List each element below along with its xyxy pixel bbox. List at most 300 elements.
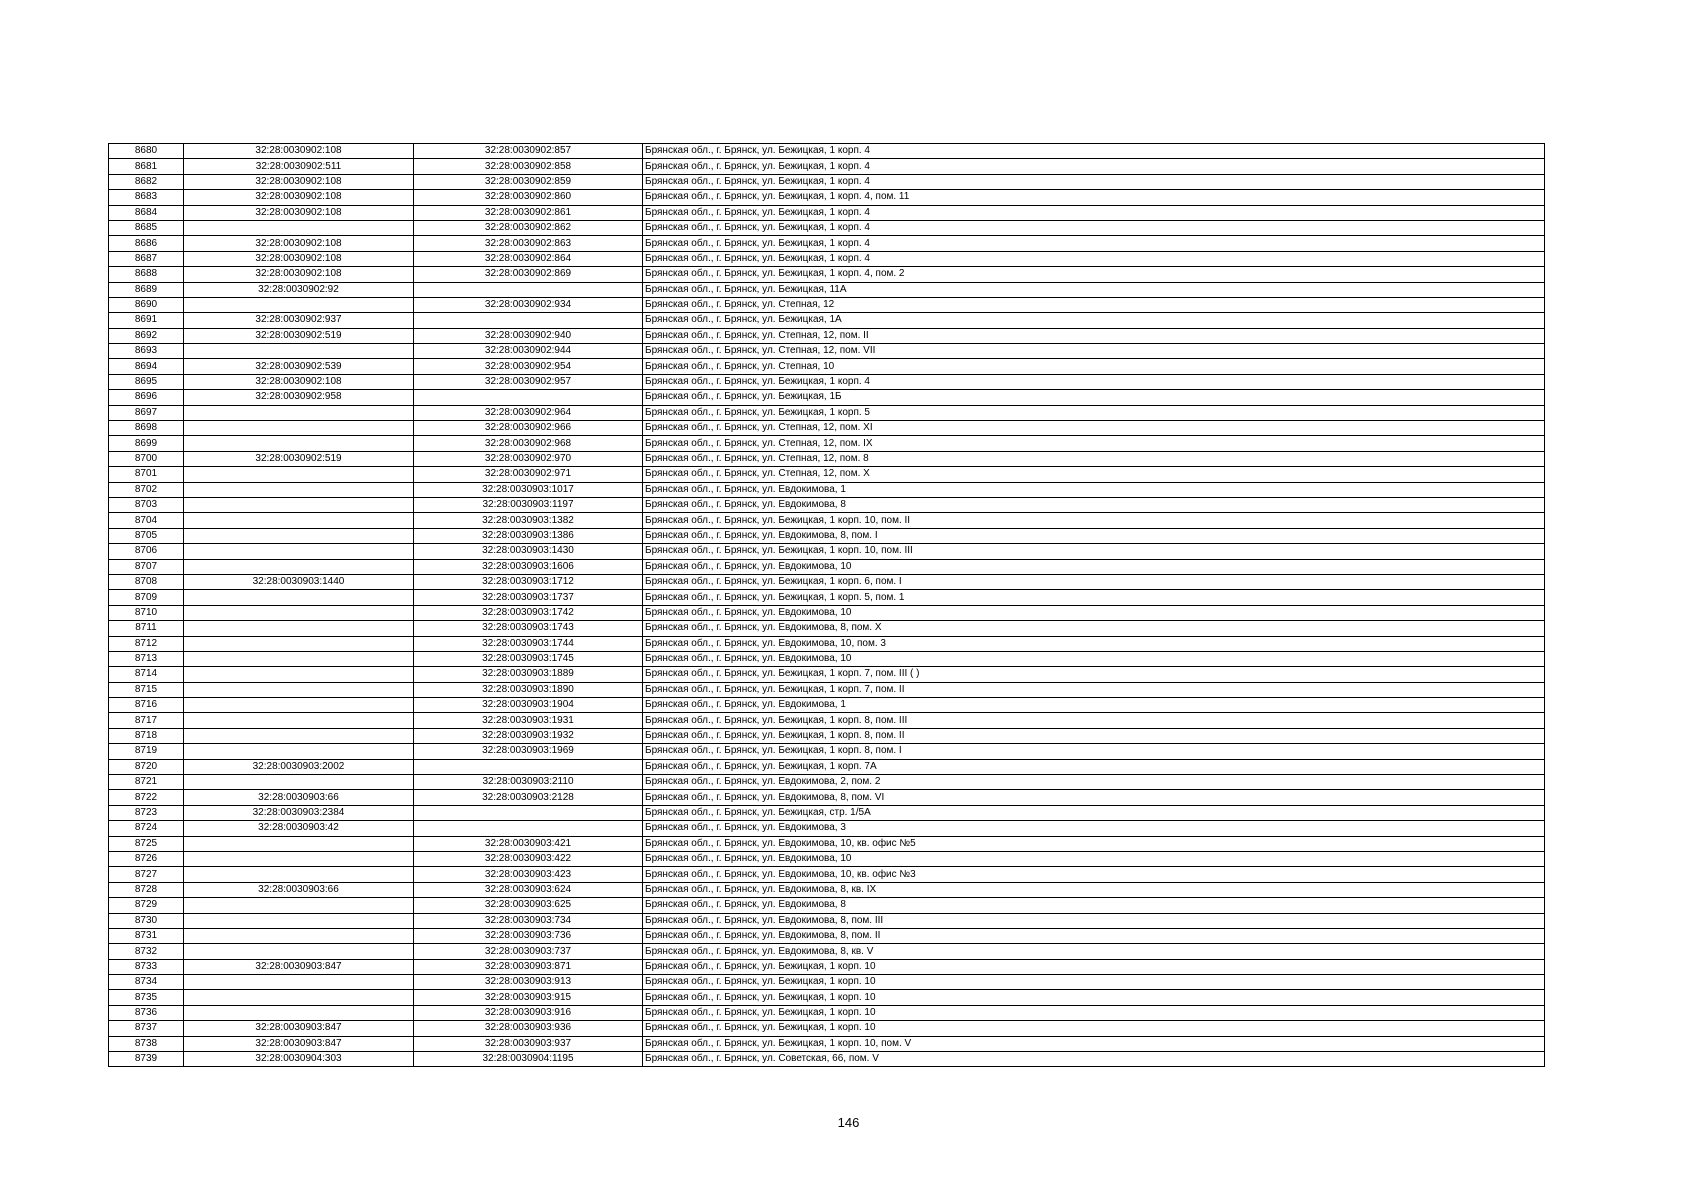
row-number-cell: 8687 (109, 251, 184, 266)
cadastral-number-cell: 32:28:0030902:940 (414, 328, 643, 343)
row-number-cell: 8725 (109, 836, 184, 851)
address-cell: Брянская обл., г. Брянск, ул. Бежицкая, 1 корп. 8, пом. II (643, 728, 1545, 743)
address-cell: Брянская обл., г. Брянск, ул. Бежицкая, 11А (643, 282, 1545, 297)
parent-cadastral-number-cell: 32:28:0030902:92 (184, 282, 414, 297)
address-cell: Брянская обл., г. Брянск, ул. Степная, 10 (643, 359, 1545, 374)
parent-cadastral-number-cell: 32:28:0030903:66 (184, 790, 414, 805)
cadastral-number-cell: 32:28:0030903:1932 (414, 728, 643, 743)
address-cell: Брянская обл., г. Брянск, ул. Степная, 12 (643, 297, 1545, 312)
parent-cadastral-number-cell: 32:28:0030902:108 (184, 236, 414, 251)
parent-cadastral-number-cell (184, 944, 414, 959)
address-cell: Брянская обл., г. Брянск, ул. Бежицкая, 1 корп. 10 (643, 959, 1545, 974)
row-number-cell: 8704 (109, 513, 184, 528)
row-number-cell: 8722 (109, 790, 184, 805)
cadastral-number-cell: 32:28:0030903:734 (414, 913, 643, 928)
row-number-cell: 8736 (109, 1005, 184, 1020)
cadastral-number-cell: 32:28:0030903:1889 (414, 667, 643, 682)
address-cell: Брянская обл., г. Брянск, ул. Бежицкая, 1 корп. 7, пом. III ( ) (643, 667, 1545, 682)
cadastral-number-cell: 32:28:0030903:422 (414, 851, 643, 866)
row-number-cell: 8712 (109, 636, 184, 651)
cadastral-number-cell (414, 282, 643, 297)
table-row (109, 174, 1545, 189)
cadastral-number-cell: 32:28:0030903:1197 (414, 497, 643, 512)
table-row (109, 190, 1545, 205)
table-row (109, 405, 1545, 420)
parent-cadastral-number-cell: 32:28:0030902:108 (184, 144, 414, 159)
parent-cadastral-number-cell (184, 405, 414, 420)
row-number-cell: 8718 (109, 728, 184, 743)
parent-cadastral-number-cell (184, 728, 414, 743)
cadastral-number-cell: 32:28:0030903:915 (414, 990, 643, 1005)
row-number-cell: 8739 (109, 1052, 184, 1067)
address-cell: Брянская обл., г. Брянск, ул. Бежицкая, 1 корп. 10, пом. V (643, 1036, 1545, 1051)
cadastral-number-cell: 32:28:0030903:737 (414, 944, 643, 959)
cadastral-number-cell: 32:28:0030903:1742 (414, 605, 643, 620)
cadastral-number-cell (414, 821, 643, 836)
row-number-cell: 8713 (109, 651, 184, 666)
address-cell: Брянская обл., г. Брянск, ул. Евдокимова, 8, кв. V (643, 944, 1545, 959)
table-row (109, 913, 1545, 928)
cadastral-number-cell: 32:28:0030903:936 (414, 1021, 643, 1036)
parent-cadastral-number-cell (184, 851, 414, 866)
parent-cadastral-number-cell: 32:28:0030903:847 (184, 1021, 414, 1036)
address-cell: Брянская обл., г. Брянск, ул. Евдокимова, 3 (643, 821, 1545, 836)
row-number-cell: 8701 (109, 467, 184, 482)
address-cell: Брянская обл., г. Брянск, ул. Бежицкая, 1 корп. 4 (643, 236, 1545, 251)
table-row (109, 713, 1545, 728)
address-cell: Брянская обл., г. Брянск, ул. Степная, 12, пом. X (643, 467, 1545, 482)
cadastral-number-cell: 32:28:0030903:937 (414, 1036, 643, 1051)
row-number-cell: 8738 (109, 1036, 184, 1051)
row-number-cell: 8703 (109, 497, 184, 512)
parent-cadastral-number-cell: 32:28:0030902:519 (184, 451, 414, 466)
row-number-cell: 8711 (109, 621, 184, 636)
parent-cadastral-number-cell: 32:28:0030902:539 (184, 359, 414, 374)
parent-cadastral-number-cell (184, 421, 414, 436)
table-row (109, 144, 1545, 159)
cadastral-number-cell: 32:28:0030903:1931 (414, 713, 643, 728)
table-row (109, 821, 1545, 836)
row-number-cell: 8688 (109, 267, 184, 282)
table-row (109, 698, 1545, 713)
table-row (109, 1052, 1545, 1067)
parent-cadastral-number-cell (184, 651, 414, 666)
parent-cadastral-number-cell: 32:28:0030903:2002 (184, 759, 414, 774)
address-cell: Брянская обл., г. Брянск, ул. Евдокимова, 8, пом. II (643, 928, 1545, 943)
row-number-cell: 8682 (109, 174, 184, 189)
parent-cadastral-number-cell: 32:28:0030902:108 (184, 205, 414, 220)
address-cell: Брянская обл., г. Брянск, ул. Бежицкая, 1 корп. 7, пом. II (643, 682, 1545, 697)
table-row (109, 1021, 1545, 1036)
address-cell: Брянская обл., г. Брянск, ул. Бежицкая, 1 корп. 4 (643, 220, 1545, 235)
table-row (109, 482, 1545, 497)
cadastral-number-cell: 32:28:0030903:1745 (414, 651, 643, 666)
parent-cadastral-number-cell: 32:28:0030902:108 (184, 374, 414, 389)
parent-cadastral-number-cell (184, 698, 414, 713)
table-row (109, 836, 1545, 851)
table-row (109, 867, 1545, 882)
table-row (109, 220, 1545, 235)
table-row (109, 605, 1545, 620)
table-row (109, 636, 1545, 651)
table-row (109, 851, 1545, 866)
address-cell: Брянская обл., г. Брянск, ул. Бежицкая, 1 корп. 4 (643, 374, 1545, 389)
parent-cadastral-number-cell: 32:28:0030903:42 (184, 821, 414, 836)
parent-cadastral-number-cell (184, 836, 414, 851)
parent-cadastral-number-cell: 32:28:0030902:108 (184, 190, 414, 205)
parent-cadastral-number-cell: 32:28:0030903:847 (184, 959, 414, 974)
address-cell: Брянская обл., г. Брянск, ул. Евдокимова, 8, пом. I (643, 528, 1545, 543)
parent-cadastral-number-cell (184, 497, 414, 512)
address-cell: Брянская обл., г. Брянск, ул. Евдокимова, 8, кв. IX (643, 882, 1545, 897)
parent-cadastral-number-cell: 32:28:0030903:1440 (184, 574, 414, 589)
address-cell: Брянская обл., г. Брянск, ул. Евдокимова, 10 (643, 605, 1545, 620)
cadastral-number-cell: 32:28:0030903:1386 (414, 528, 643, 543)
row-number-cell: 8719 (109, 744, 184, 759)
parent-cadastral-number-cell (184, 605, 414, 620)
cadastral-number-cell: 32:28:0030902:970 (414, 451, 643, 466)
table-row (109, 374, 1545, 389)
cadastral-number-cell: 32:28:0030903:1904 (414, 698, 643, 713)
row-number-cell: 8702 (109, 482, 184, 497)
parent-cadastral-number-cell (184, 713, 414, 728)
cadastral-number-cell: 32:28:0030903:624 (414, 882, 643, 897)
parent-cadastral-number-cell (184, 898, 414, 913)
address-cell: Брянская обл., г. Брянск, ул. Евдокимова, 1 (643, 698, 1545, 713)
address-cell: Брянская обл., г. Брянск, ул. Бежицкая, 1 корп. 10 (643, 975, 1545, 990)
row-number-cell: 8706 (109, 544, 184, 559)
parent-cadastral-number-cell (184, 744, 414, 759)
address-cell: Брянская обл., г. Брянск, ул. Бежицкая, 1 корп. 10, пом. II (643, 513, 1545, 528)
address-cell: Брянская обл., г. Брянск, ул. Советская, 66, пом. V (643, 1052, 1545, 1067)
row-number-cell: 8685 (109, 220, 184, 235)
table-row (109, 944, 1545, 959)
row-number-cell: 8691 (109, 313, 184, 328)
address-cell: Брянская обл., г. Брянск, ул. Бежицкая, 1 корп. 4, пом. 11 (643, 190, 1545, 205)
cadastral-number-cell: 32:28:0030903:916 (414, 1005, 643, 1020)
table-row (109, 344, 1545, 359)
table-row (109, 790, 1545, 805)
table-row (109, 205, 1545, 220)
table-row (109, 805, 1545, 820)
row-number-cell: 8734 (109, 975, 184, 990)
cadastral-number-cell: 32:28:0030903:2110 (414, 775, 643, 790)
parent-cadastral-number-cell (184, 528, 414, 543)
row-number-cell: 8732 (109, 944, 184, 959)
parent-cadastral-number-cell: 32:28:0030902:958 (184, 390, 414, 405)
table-row (109, 282, 1545, 297)
table-row (109, 621, 1545, 636)
row-number-cell: 8721 (109, 775, 184, 790)
address-cell: Брянская обл., г. Брянск, ул. Евдокимова, 8, пом. III (643, 913, 1545, 928)
cadastral-number-cell: 32:28:0030902:864 (414, 251, 643, 266)
address-cell: Брянская обл., г. Брянск, ул. Евдокимова, 10, кв. офис №5 (643, 836, 1545, 851)
parent-cadastral-number-cell (184, 513, 414, 528)
table-row (109, 236, 1545, 251)
table-row (109, 928, 1545, 943)
cadastral-number-cell: 32:28:0030902:964 (414, 405, 643, 420)
row-number-cell: 8708 (109, 574, 184, 589)
table-row (109, 328, 1545, 343)
parent-cadastral-number-cell: 32:28:0030902:108 (184, 251, 414, 266)
address-cell: Брянская обл., г. Брянск, ул. Бежицкая, 1 корп. 10, пом. III (643, 544, 1545, 559)
table-row (109, 390, 1545, 405)
table-row (109, 975, 1545, 990)
row-number-cell: 8710 (109, 605, 184, 620)
row-number-cell: 8696 (109, 390, 184, 405)
cadastral-number-cell (414, 390, 643, 405)
cadastral-number-cell: 32:28:0030902:858 (414, 159, 643, 174)
parent-cadastral-number-cell: 32:28:0030903:2384 (184, 805, 414, 820)
parent-cadastral-number-cell (184, 928, 414, 943)
cadastral-number-cell (414, 313, 643, 328)
address-cell: Брянская обл., г. Брянск, ул. Бежицкая, 1Б (643, 390, 1545, 405)
row-number-cell: 8694 (109, 359, 184, 374)
cadastral-number-cell: 32:28:0030903:625 (414, 898, 643, 913)
address-cell: Брянская обл., г. Брянск, ул. Евдокимова, 2, пом. 2 (643, 775, 1545, 790)
address-cell: Брянская обл., г. Брянск, ул. Бежицкая, 1 корп. 4 (643, 205, 1545, 220)
parent-cadastral-number-cell (184, 636, 414, 651)
table-row (109, 775, 1545, 790)
table-row (109, 421, 1545, 436)
address-cell: Брянская обл., г. Брянск, ул. Евдокимова, 10, кв. офис №3 (643, 867, 1545, 882)
registry-table-body (109, 144, 1545, 1067)
cadastral-number-cell: 32:28:0030902:944 (414, 344, 643, 359)
row-number-cell: 8684 (109, 205, 184, 220)
row-number-cell: 8683 (109, 190, 184, 205)
parent-cadastral-number-cell (184, 682, 414, 697)
table-row (109, 544, 1545, 559)
row-number-cell: 8727 (109, 867, 184, 882)
cadastral-number-cell: 32:28:0030903:1969 (414, 744, 643, 759)
cadastral-number-cell: 32:28:0030903:1737 (414, 590, 643, 605)
table-row (109, 159, 1545, 174)
address-cell: Брянская обл., г. Брянск, ул. Бежицкая, 1 корп. 7А (643, 759, 1545, 774)
table-row (109, 436, 1545, 451)
row-number-cell: 8723 (109, 805, 184, 820)
cadastral-number-cell: 32:28:0030902:860 (414, 190, 643, 205)
parent-cadastral-number-cell (184, 559, 414, 574)
parent-cadastral-number-cell: 32:28:0030902:937 (184, 313, 414, 328)
address-cell: Брянская обл., г. Брянск, ул. Степная, 12, пом. II (643, 328, 1545, 343)
address-cell: Брянская обл., г. Брянск, ул. Бежицкая, 1 корп. 5, пом. 1 (643, 590, 1545, 605)
cadastral-number-cell: 32:28:0030903:423 (414, 867, 643, 882)
cadastral-number-cell: 32:28:0030902:861 (414, 205, 643, 220)
address-cell: Брянская обл., г. Брянск, ул. Бежицкая, 1 корп. 8, пом. I (643, 744, 1545, 759)
parent-cadastral-number-cell: 32:28:0030904:303 (184, 1052, 414, 1067)
table-row (109, 451, 1545, 466)
row-number-cell: 8728 (109, 882, 184, 897)
row-number-cell: 8729 (109, 898, 184, 913)
row-number-cell: 8680 (109, 144, 184, 159)
address-cell: Брянская обл., г. Брянск, ул. Степная, 12, пом. VII (643, 344, 1545, 359)
row-number-cell: 8695 (109, 374, 184, 389)
parent-cadastral-number-cell (184, 913, 414, 928)
row-number-cell: 8737 (109, 1021, 184, 1036)
address-cell: Брянская обл., г. Брянск, ул. Бежицкая, 1 корп. 5 (643, 405, 1545, 420)
row-number-cell: 8697 (109, 405, 184, 420)
address-cell: Брянская обл., г. Брянск, ул. Бежицкая, 1 корп. 4 (643, 144, 1545, 159)
table-row (109, 590, 1545, 605)
address-cell: Брянская обл., г. Брянск, ул. Бежицкая, 1 корп. 8, пом. III (643, 713, 1545, 728)
row-number-cell: 8705 (109, 528, 184, 543)
table-row (109, 990, 1545, 1005)
row-number-cell: 8693 (109, 344, 184, 359)
parent-cadastral-number-cell: 32:28:0030903:847 (184, 1036, 414, 1051)
address-cell: Брянская обл., г. Брянск, ул. Степная, 12, пом. XI (643, 421, 1545, 436)
parent-cadastral-number-cell (184, 867, 414, 882)
address-cell: Брянская обл., г. Брянск, ул. Евдокимова, 10 (643, 851, 1545, 866)
table-row (109, 251, 1545, 266)
parent-cadastral-number-cell: 32:28:0030902:511 (184, 159, 414, 174)
table-row (109, 267, 1545, 282)
row-number-cell: 8681 (109, 159, 184, 174)
table-row (109, 667, 1545, 682)
address-cell: Брянская обл., г. Брянск, ул. Евдокимова, 8, пом. X (643, 621, 1545, 636)
cadastral-number-cell: 32:28:0030903:2128 (414, 790, 643, 805)
cadastral-number-cell: 32:28:0030902:971 (414, 467, 643, 482)
table-row (109, 467, 1545, 482)
parent-cadastral-number-cell (184, 482, 414, 497)
address-cell: Брянская обл., г. Брянск, ул. Бежицкая, 1 корп. 4 (643, 174, 1545, 189)
cadastral-number-cell: 32:28:0030903:736 (414, 928, 643, 943)
parent-cadastral-number-cell: 32:28:0030902:108 (184, 267, 414, 282)
table-row (109, 528, 1545, 543)
cadastral-number-cell: 32:28:0030902:859 (414, 174, 643, 189)
parent-cadastral-number-cell (184, 436, 414, 451)
parent-cadastral-number-cell (184, 621, 414, 636)
cadastral-number-cell: 32:28:0030903:1430 (414, 544, 643, 559)
address-cell: Брянская обл., г. Брянск, ул. Евдокимова, 10 (643, 559, 1545, 574)
address-cell: Брянская обл., г. Брянск, ул. Евдокимова, 8, пом. VI (643, 790, 1545, 805)
cadastral-number-cell: 32:28:0030902:954 (414, 359, 643, 374)
address-cell: Брянская обл., г. Брянск, ул. Бежицкая, 1 корп. 10 (643, 990, 1545, 1005)
row-number-cell: 8707 (109, 559, 184, 574)
address-cell: Брянская обл., г. Брянск, ул. Степная, 12, пом. 8 (643, 451, 1545, 466)
table-row (109, 359, 1545, 374)
parent-cadastral-number-cell: 32:28:0030902:519 (184, 328, 414, 343)
address-cell: Брянская обл., г. Брянск, ул. Евдокимова, 1 (643, 482, 1545, 497)
parent-cadastral-number-cell (184, 220, 414, 235)
row-number-cell: 8709 (109, 590, 184, 605)
cadastral-number-cell: 32:28:0030903:913 (414, 975, 643, 990)
cadastral-number-cell: 32:28:0030904:1195 (414, 1052, 643, 1067)
address-cell: Брянская обл., г. Брянск, ул. Бежицкая, 1 корп. 4 (643, 251, 1545, 266)
parent-cadastral-number-cell (184, 467, 414, 482)
cadastral-number-cell: 32:28:0030903:1744 (414, 636, 643, 651)
cadastral-number-cell: 32:28:0030902:869 (414, 267, 643, 282)
address-cell: Брянская обл., г. Брянск, ул. Бежицкая, 1 корп. 6, пом. I (643, 574, 1545, 589)
row-number-cell: 8733 (109, 959, 184, 974)
table-row (109, 1036, 1545, 1051)
cadastral-number-cell: 32:28:0030902:863 (414, 236, 643, 251)
cadastral-number-cell: 32:28:0030902:966 (414, 421, 643, 436)
table-row (109, 682, 1545, 697)
cadastral-number-cell (414, 759, 643, 774)
cadastral-number-cell: 32:28:0030903:1890 (414, 682, 643, 697)
table-row (109, 651, 1545, 666)
cadastral-number-cell: 32:28:0030903:421 (414, 836, 643, 851)
row-number-cell: 8735 (109, 990, 184, 1005)
row-number-cell: 8686 (109, 236, 184, 251)
row-number-cell: 8730 (109, 913, 184, 928)
table-row (109, 313, 1545, 328)
row-number-cell: 8700 (109, 451, 184, 466)
row-number-cell: 8715 (109, 682, 184, 697)
parent-cadastral-number-cell (184, 775, 414, 790)
parent-cadastral-number-cell: 32:28:0030903:66 (184, 882, 414, 897)
address-cell: Брянская обл., г. Брянск, ул. Бежицкая, 1 корп. 10 (643, 1021, 1545, 1036)
address-cell: Брянская обл., г. Брянск, ул. Евдокимова, 8 (643, 898, 1545, 913)
cadastral-number-cell: 32:28:0030903:1606 (414, 559, 643, 574)
row-number-cell: 8720 (109, 759, 184, 774)
parent-cadastral-number-cell: 32:28:0030902:108 (184, 174, 414, 189)
parent-cadastral-number-cell (184, 667, 414, 682)
cadastral-number-cell: 32:28:0030902:934 (414, 297, 643, 312)
address-cell: Брянская обл., г. Брянск, ул. Бежицкая, 1А (643, 313, 1545, 328)
row-number-cell: 8689 (109, 282, 184, 297)
table-row (109, 297, 1545, 312)
address-cell: Брянская обл., г. Брянск, ул. Евдокимова, 10 (643, 651, 1545, 666)
row-number-cell: 8714 (109, 667, 184, 682)
parent-cadastral-number-cell (184, 590, 414, 605)
parent-cadastral-number-cell (184, 344, 414, 359)
address-cell: Брянская обл., г. Брянск, ул. Евдокимова, 10, пом. 3 (643, 636, 1545, 651)
cadastral-number-cell: 32:28:0030903:1743 (414, 621, 643, 636)
parent-cadastral-number-cell (184, 975, 414, 990)
cadastral-number-cell: 32:28:0030902:957 (414, 374, 643, 389)
table-row (109, 574, 1545, 589)
cadastral-number-cell (414, 805, 643, 820)
row-number-cell: 8690 (109, 297, 184, 312)
cadastral-number-cell: 32:28:0030903:1017 (414, 482, 643, 497)
table-row (109, 744, 1545, 759)
parent-cadastral-number-cell (184, 544, 414, 559)
table-row (109, 882, 1545, 897)
cadastral-number-cell: 32:28:0030903:871 (414, 959, 643, 974)
cadastral-number-cell: 32:28:0030902:857 (414, 144, 643, 159)
table-row (109, 1005, 1545, 1020)
address-cell: Брянская обл., г. Брянск, ул. Бежицкая, стр. 1/5А (643, 805, 1545, 820)
registry-table (108, 143, 1545, 1067)
parent-cadastral-number-cell (184, 297, 414, 312)
cadastral-number-cell: 32:28:0030902:862 (414, 220, 643, 235)
row-number-cell: 8726 (109, 851, 184, 866)
row-number-cell: 8692 (109, 328, 184, 343)
page-number: 146 (837, 1115, 860, 1130)
table-row (109, 497, 1545, 512)
table-row (109, 759, 1545, 774)
row-number-cell: 8699 (109, 436, 184, 451)
parent-cadastral-number-cell (184, 1005, 414, 1020)
row-number-cell: 8717 (109, 713, 184, 728)
table-row (109, 959, 1545, 974)
table-row (109, 728, 1545, 743)
table-row (109, 898, 1545, 913)
cadastral-number-cell: 32:28:0030902:968 (414, 436, 643, 451)
row-number-cell: 8716 (109, 698, 184, 713)
address-cell: Брянская обл., г. Брянск, ул. Бежицкая, 1 корп. 4, пом. 2 (643, 267, 1545, 282)
address-cell: Брянская обл., г. Брянск, ул. Евдокимова, 8 (643, 497, 1545, 512)
cadastral-number-cell: 32:28:0030903:1382 (414, 513, 643, 528)
address-cell: Брянская обл., г. Брянск, ул. Бежицкая, 1 корп. 10 (643, 1005, 1545, 1020)
row-number-cell: 8731 (109, 928, 184, 943)
table-row (109, 513, 1545, 528)
row-number-cell: 8724 (109, 821, 184, 836)
address-cell: Брянская обл., г. Брянск, ул. Степная, 12, пом. IX (643, 436, 1545, 451)
parent-cadastral-number-cell (184, 990, 414, 1005)
cadastral-number-cell: 32:28:0030903:1712 (414, 574, 643, 589)
